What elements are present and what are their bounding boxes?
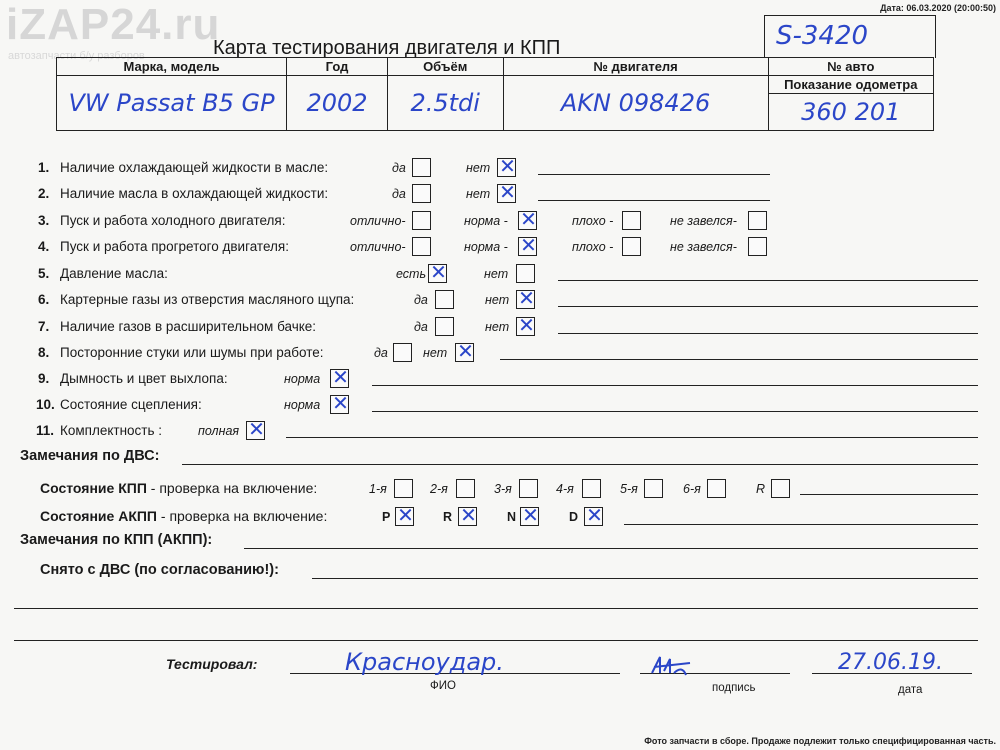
option-label: не завелся- [670, 214, 737, 228]
checkbox[interactable] [412, 237, 431, 256]
item-number: 1. [38, 160, 50, 175]
item-number: 4. [38, 239, 50, 254]
remarks-kpp-label: Замечания по КПП (АКПП): [20, 532, 213, 548]
fio-caption: ФИО [430, 680, 456, 692]
removed-line-2 [14, 608, 978, 609]
akpp-line [624, 524, 978, 525]
checkbox[interactable] [497, 154, 516, 178]
checkbox[interactable] [622, 237, 641, 256]
item-text: Наличие газов в расширительном бачке: [60, 319, 317, 334]
col-engine-no: № двигателя [503, 58, 768, 76]
option-label: плохо - [572, 214, 614, 228]
date-value: 27.06.19. [838, 650, 943, 675]
answer-line [372, 411, 978, 412]
gear-checkbox[interactable] [458, 503, 477, 527]
item-number: 10. [36, 397, 55, 412]
watermark-tagline: автозапчасти б/у разборов [8, 50, 145, 62]
checkbox[interactable] [412, 184, 431, 203]
item-text: Наличие масла в охлаждающей жидкости: [60, 186, 329, 201]
checkbox[interactable] [330, 391, 349, 415]
checkbox[interactable] [516, 264, 535, 283]
checkbox[interactable] [435, 317, 454, 336]
item-number: 6. [38, 292, 50, 307]
check-mark-icon: ✕ [586, 503, 603, 527]
option-label: есть [396, 267, 427, 281]
item-text: Посторонние стуки или шумы при работе: [60, 345, 324, 360]
checkbox[interactable] [748, 211, 767, 230]
kpp-line [800, 494, 978, 495]
gear-label: 2-я [430, 482, 448, 496]
check-mark-icon: ✕ [460, 503, 477, 527]
value-make-model: VW Passat B5 GP [57, 76, 287, 131]
gear-checkbox[interactable] [584, 503, 603, 527]
gear-checkbox[interactable] [582, 479, 601, 498]
gear-checkbox[interactable] [644, 479, 663, 498]
answer-line [558, 280, 978, 281]
kpp-label: Состояние КПП [40, 480, 147, 496]
check-mark-icon: ✕ [518, 286, 535, 310]
option-label: плохо - [572, 240, 614, 254]
vehicle-header-table [56, 57, 934, 131]
option-label: отлично- [350, 240, 406, 254]
removed-label: Снято с ДВС (по согласованию!): [40, 562, 279, 578]
option-label: нет [466, 187, 491, 201]
gear-label: 1-я [369, 482, 387, 496]
option-label: нет [484, 267, 509, 281]
option-label: не завелся- [670, 240, 737, 254]
item-number: 3. [38, 213, 50, 228]
remarks-kpp-line [244, 548, 978, 549]
checkbox[interactable] [516, 313, 535, 337]
answer-line [538, 174, 770, 175]
check-mark-icon: ✕ [499, 180, 516, 204]
kpp-row [40, 480, 317, 496]
item-text: Наличие охлаждающей жидкости в масле: [60, 160, 329, 175]
akpp-label: Состояние АКПП [40, 508, 157, 524]
col-auto-no: № авто [768, 58, 933, 76]
checkbox[interactable] [497, 180, 516, 204]
checkbox[interactable] [435, 290, 454, 309]
watermark-logo: iZAP24.ru [6, 0, 221, 49]
option-label: норма - [464, 240, 508, 254]
gear-label: D [569, 510, 579, 524]
value-engine-no: AKN 098426 [503, 76, 768, 131]
answer-line [286, 437, 978, 438]
checkbox[interactable] [518, 207, 537, 231]
gear-label: 3-я [494, 482, 512, 496]
akpp-row [40, 508, 327, 524]
sample-number: S-3420 [776, 21, 869, 51]
checkbox[interactable] [516, 286, 535, 310]
answer-line [372, 385, 978, 386]
check-mark-icon: ✕ [332, 365, 349, 389]
tested-label: Тестировал: [166, 656, 258, 672]
item-number: 7. [38, 319, 50, 334]
checkbox[interactable] [330, 365, 349, 389]
option-label: отлично- [350, 214, 406, 228]
option-label: полная [198, 424, 240, 438]
gear-checkbox[interactable] [520, 503, 539, 527]
option-label: нет [485, 320, 510, 334]
item-number: 11. [36, 423, 55, 438]
gear-label: N [507, 510, 517, 524]
option-label: нет [485, 293, 510, 307]
date-caption: дата [898, 684, 923, 696]
check-mark-icon: ✕ [522, 503, 539, 527]
check-mark-icon: ✕ [430, 260, 447, 284]
option-label: нет [466, 161, 491, 175]
option-label: да [392, 187, 406, 201]
checkbox[interactable] [393, 343, 412, 362]
fio-value: Красноудар. [345, 648, 504, 676]
checkbox[interactable] [246, 417, 265, 441]
check-mark-icon: ✕ [457, 339, 474, 363]
check-mark-icon: ✕ [248, 417, 265, 441]
checkbox[interactable] [622, 211, 641, 230]
option-label: норма - [464, 214, 508, 228]
option-label: да [392, 161, 406, 175]
answer-line [558, 333, 978, 334]
gear-label: 4-я [556, 482, 574, 496]
checkbox[interactable] [412, 211, 431, 230]
gear-checkbox[interactable] [771, 479, 790, 498]
gear-label: R [756, 482, 766, 496]
checkbox[interactable] [518, 233, 537, 257]
removed-line-1 [312, 578, 978, 579]
option-label: да [414, 320, 428, 334]
answer-line [538, 200, 770, 201]
item-text: Картерные газы из отверстия масляного щупа: [60, 292, 355, 307]
checkbox[interactable] [748, 237, 767, 256]
remarks-dvs-line [182, 464, 978, 465]
gear-label: R [443, 510, 453, 524]
gear-checkbox[interactable] [395, 503, 414, 527]
col-year: Год [287, 58, 388, 76]
option-label: да [374, 346, 388, 360]
gear-checkbox[interactable] [519, 479, 538, 498]
sign-caption: подпись [712, 682, 756, 694]
gear-checkbox[interactable] [456, 479, 475, 498]
item-text: Пуск и работа холодного двигателя: [60, 213, 286, 228]
value-year: 2002 [287, 76, 388, 131]
answer-line [500, 359, 978, 360]
akpp-label-rest: - проверка на включение: [157, 508, 328, 524]
check-mark-icon: ✕ [518, 313, 535, 337]
removed-line-3 [14, 640, 978, 641]
page-title: Карта тестирования двигателя и КПП [213, 37, 561, 59]
check-mark-icon: ✕ [332, 391, 349, 415]
item-number: 2. [38, 186, 50, 201]
gear-label: P [382, 510, 391, 524]
answer-line [558, 306, 978, 307]
check-mark-icon: ✕ [520, 207, 537, 231]
gear-checkbox[interactable] [394, 479, 413, 498]
item-text: Давление масла: [60, 266, 168, 281]
gear-label: 6-я [683, 482, 701, 496]
item-number: 8. [38, 345, 50, 360]
item-text: Дымность и цвет выхлопа: [60, 371, 228, 386]
col-odometer: Показание одометра [768, 76, 933, 94]
col-volume: Объём [387, 58, 503, 76]
item-number: 9. [38, 371, 50, 386]
disclaimer-stamp: Фото запчасти в сборе. Продаже подлежит только специфицированная часть. [644, 736, 996, 746]
option-label: норма [284, 398, 321, 412]
signature-mark [648, 651, 694, 685]
item-number: 5. [38, 266, 50, 281]
check-mark-icon: ✕ [397, 503, 414, 527]
checkbox[interactable] [428, 260, 447, 284]
checkbox[interactable] [412, 158, 431, 177]
value-odometer: 360 201 [768, 94, 933, 131]
option-label: да [414, 293, 428, 307]
check-mark-icon: ✕ [499, 154, 516, 178]
item-text: Комплектность : [60, 423, 163, 438]
photo-date-stamp: Дата: 06.03.2020 (20:00:50) [880, 3, 996, 13]
gear-label: 5-я [620, 482, 638, 496]
remarks-dvs-label: Замечания по ДВС: [20, 448, 160, 464]
item-text: Состояние сцепления: [60, 397, 202, 412]
checkbox[interactable] [455, 339, 474, 363]
item-text: Пуск и работа прогретого двигателя: [60, 239, 289, 254]
value-volume: 2.5tdi [387, 76, 503, 131]
option-label: нет [423, 346, 448, 360]
check-mark-icon: ✕ [520, 233, 537, 257]
gear-checkbox[interactable] [707, 479, 726, 498]
kpp-label-rest: - проверка на включение: [146, 480, 318, 496]
option-label: норма [284, 372, 321, 386]
col-make-model: Марка, модель [57, 58, 287, 76]
